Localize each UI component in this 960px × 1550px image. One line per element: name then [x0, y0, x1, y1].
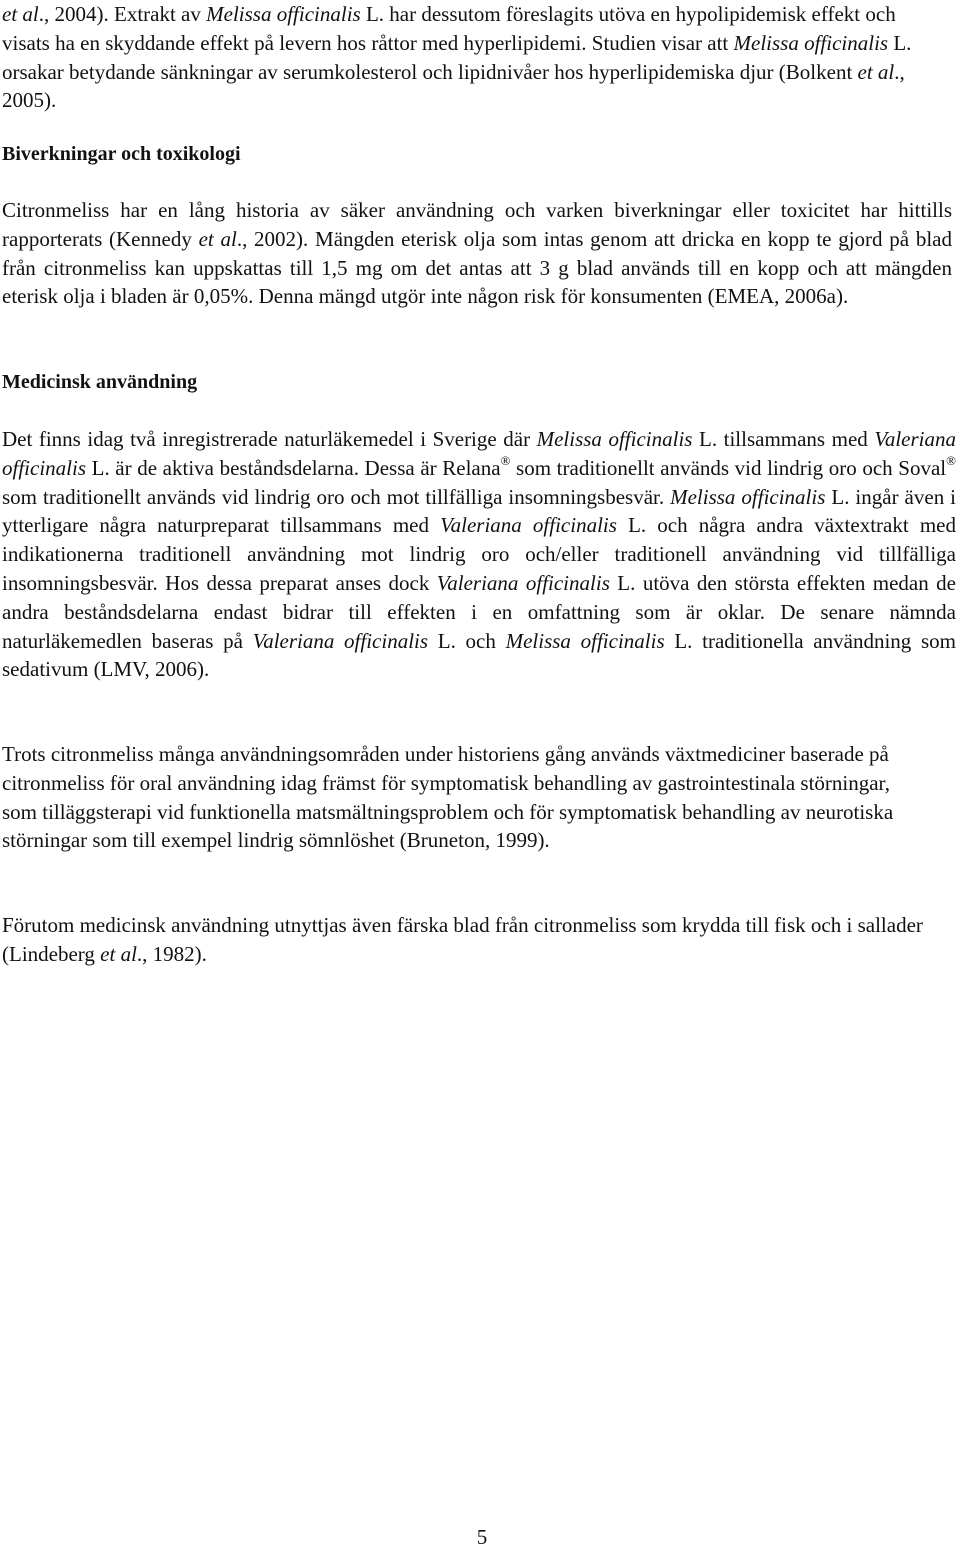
section-heading-medicinsk: Medicinsk användning: [2, 371, 198, 393]
italic-term: et al: [857, 59, 895, 84]
italic-term: Melissa officinalis: [670, 484, 826, 509]
italic-term: Melissa officinalis: [733, 30, 889, 55]
registered-mark: ®: [500, 452, 511, 468]
italic-term: Melissa officinalis: [206, 2, 361, 26]
medicinsk-paragraph-3: Förutom medicinsk användning utnyttjas även färska blad från citronmeliss som krydda till fisk och i sallader (Lindeberg et al., 1982).: [2, 913, 923, 966]
italic-term: Melissa officinalis: [505, 628, 665, 653]
italic-term: Valeriana officinalis: [252, 628, 429, 653]
medicinsk-paragraph-2: Trots citronmeliss många användningsområden under historiens gång används växtmediciner baserade på citronmeliss för oral användning idag främst för symptomatisk behandling av gastrointestinala störningar, som tilläggsterapi vid funktionella matsmältningsproblem och för symptomatisk behandling av neurotiska störningar som till exempel lindrig sömnlöshet (Bruneton, 1999).: [2, 742, 894, 853]
italic-term: Valeriana officinalis: [2, 427, 956, 480]
italic-term: et al: [100, 941, 137, 966]
intro-paragraph: et al., 2004). Extrakt av Melissa officinalis L. har dessutom föreslagits utöva en hypolipidemisk effekt och visats ha en skyddande effekt på levern hos råttor med hyperlipidemi. Studien visar att Melissa officinalis L. orsakar betydande sänkningar av serumkolesterol och lipidnivåer hos hyperlipidemiska djur (Bolkent et al., 2005).: [2, 2, 912, 113]
biverkningar-paragraph: Citronmeliss har en lång historia av säker användning och varken biverkningar eller toxicitet har hittills rapporterats (Kennedy et al., 2002). Mängden eterisk olja som intas genom att dricka en kopp te gjord på blad från citronmeliss kan uppskattas till 1,5 mg om det antas att 3 g blad används till en kopp och att mängden eterisk olja i bladen är 0,05%. Denna mängd utgör inte någon risk för konsumenten (EMEA, 2006a).: [2, 198, 952, 309]
italic-term: et al: [198, 226, 237, 251]
italic-term: et al: [2, 2, 39, 26]
page-number: 5: [476, 1525, 488, 1549]
italic-term: Valeriana officinalis: [440, 513, 617, 538]
italic-term: Melissa officinalis: [536, 427, 693, 451]
section-heading-biverkningar: Biverkningar och toxikologi: [2, 143, 241, 165]
medicinsk-paragraph-1: Det finns idag två inregistrerade naturläkemedel i Sverige där Melissa officinalis L. tillsammans med Valeriana officinalis L. är de aktiva beståndsdelarna. Dessa är Relana® som traditionellt används vid lindrig oro och Soval® som traditionellt används vid lindrig oro och mot tillfälliga insomningsbesvär. Melissa officinalis L. ingår även i ytterligare några naturpreparat tillsammans med Valeriana officinalis L. och några andra växtextrakt med indikationerna traditionell användning mot lindrig oro och/eller traditionell användning vid tillfälliga insomningsbesvär. Hos dessa preparat anses dock Valeriana officinalis L. utöva den största effekten medan de andra beståndsdelarna endast bidrar till effekten i en omfattning som är oklar. De senare nämnda naturläkemedlen baseras på Valeriana officinalis L. och Melissa officinalis L. traditionella användning som sedativum (LMV, 2006).: [2, 427, 957, 682]
italic-term: Valeriana officinalis: [436, 570, 610, 595]
registered-mark: ®: [946, 452, 956, 468]
